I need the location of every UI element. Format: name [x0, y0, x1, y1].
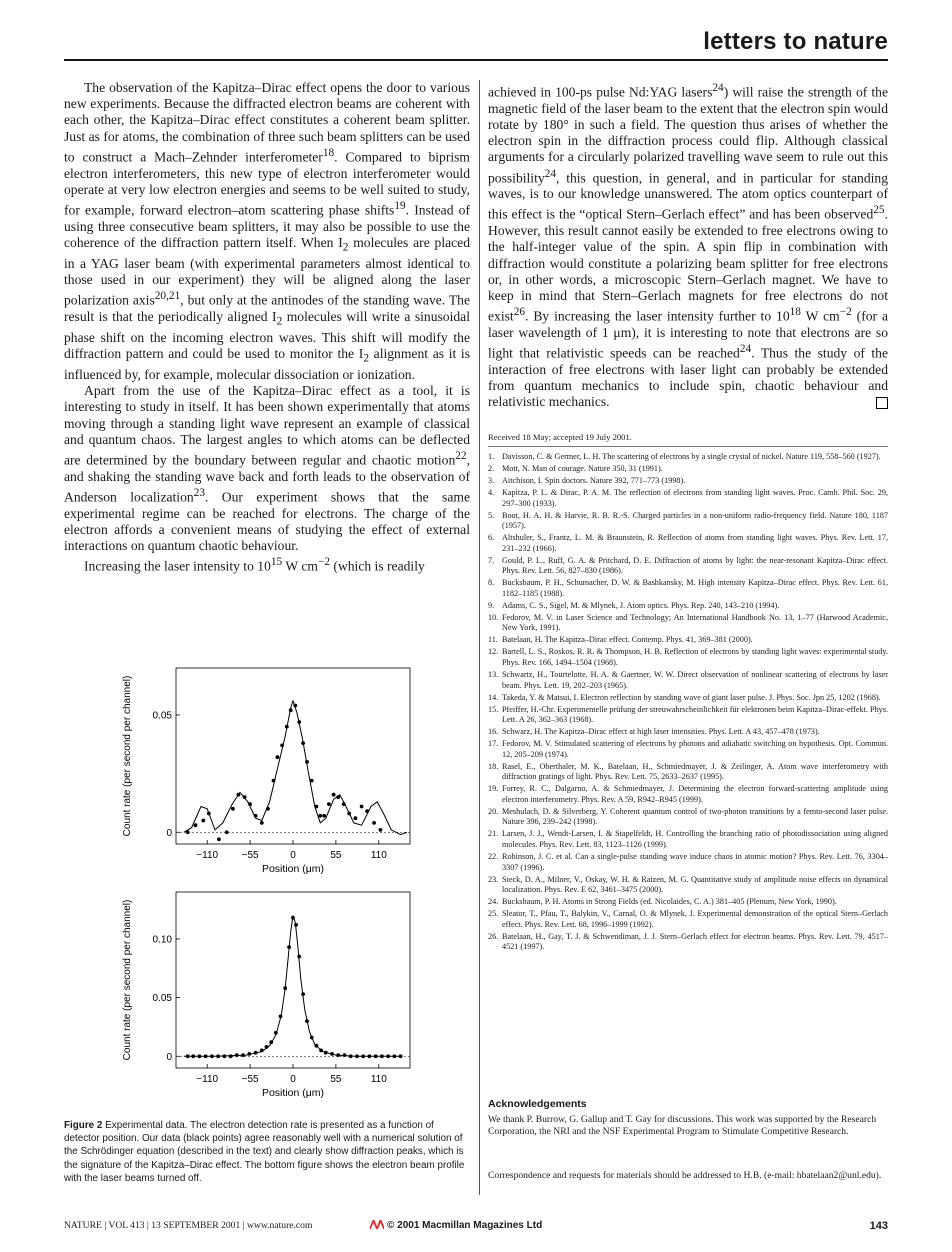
data-point [310, 1036, 314, 1040]
data-point [294, 923, 298, 927]
reference-number: 24. [488, 897, 499, 907]
reference-item [488, 693, 888, 704]
reference-text: Schwartz, H., Tourtelotte, H. A. & Gaertner, W. W. Direct observation of nonlinear scattering of electrons by laser beam. Phys. Lett. 19, 202–203 (1965). [502, 669, 888, 690]
reference-number: 15. [488, 704, 499, 714]
data-point [315, 1044, 319, 1048]
data-point [354, 816, 358, 820]
data-point [280, 744, 284, 748]
reference-list [488, 452, 888, 954]
reference-number: 12. [488, 647, 499, 657]
reference-text: Mott, N. Man of courage. Nature 350, 31 (1991). [502, 463, 663, 473]
page-number: 143 [869, 1220, 888, 1232]
reference-item [488, 739, 888, 760]
y-tick-label: 0.10 [152, 934, 172, 946]
x-tick-label: 110 [370, 850, 387, 861]
reference-item [488, 670, 888, 691]
x-tick-label: −110 [196, 850, 219, 861]
figure-2 [120, 660, 420, 1100]
reference-number: 8. [488, 578, 495, 588]
page-footer [64, 1218, 888, 1238]
reference-item [488, 647, 888, 668]
reference-number: 3. [488, 475, 495, 485]
data-point [207, 812, 211, 816]
x-tick-label: 110 [370, 1074, 387, 1085]
data-point [379, 828, 383, 832]
reference-number: 26. [488, 931, 499, 941]
x-tick-label: 55 [330, 850, 342, 861]
data-point [241, 1053, 245, 1057]
reference-text: Gould, P. L., Ruff, G. A. & Pritchard, D. E. Diffraction of atoms by light: the near-resonant Kapitza–Dirac effect. Phys. Rev. Lett. 56, 827–830 (1986). [502, 555, 888, 576]
data-point [198, 1054, 202, 1058]
data-point [336, 795, 340, 799]
data-point [186, 830, 190, 834]
reference-text: Larsen, J. J., Wendt-Larsen, I. & Stapelfeldt, H. Controlling the branching ratio of photodissociation using aligned molecules. Phys. Rev. Lett. 83, 1123–1126 (1999). [502, 829, 888, 849]
copyright-text: © 2001 Macmillan Magazines Ltd [387, 1220, 543, 1231]
x-axis-label: Position (μm) [261, 1087, 325, 1099]
reference-item [488, 601, 888, 612]
reference-number: 1. [488, 452, 495, 461]
data-point [291, 916, 295, 920]
data-point [380, 1054, 384, 1058]
reference-text: Bucksbaum, P. H. Atoms in Strong Fields (ed. Nicolaides, C. A.) 381–405 (Plenum, New York, 1990). [502, 897, 837, 907]
plot-frame [176, 668, 410, 844]
data-point [386, 1054, 390, 1058]
reference-item [488, 464, 888, 475]
x-tick-label: 55 [330, 1074, 342, 1085]
data-point [355, 1054, 359, 1058]
data-point [305, 1019, 309, 1023]
received-date: Received 18 May; accepted 19 July 2001. [488, 432, 888, 447]
reference-text: Pfeiffer, H.-Chr. Experimentelle prüfung der streuwahrscheinlichkeit für elektronen beim Kapitza–Dirac-effekt. Phys. Lett. A 26, 362–363 (1968). [502, 704, 888, 725]
data-point [229, 1054, 233, 1058]
reference-text: Altshuler, S., Frantz, L. M. & Braunstein, R. Reflection of atoms from standing light waves. Phys. Rev. Lett. 17, 231–232 (1966). [502, 533, 888, 553]
data-point [301, 992, 305, 996]
end-of-article-mark [876, 397, 888, 409]
data-point [217, 837, 221, 841]
reference-item [488, 807, 888, 828]
reference-number: 19. [488, 784, 499, 794]
reference-number: 25. [488, 909, 499, 919]
reference-item [488, 784, 888, 805]
reference-text: Fedorov, M. V. in Laser Science and Technology; An International Handbook No. 13, 1–77 (Harwood Academic, New York, 1991). [502, 612, 888, 633]
data-point [305, 760, 309, 764]
data-point [248, 802, 252, 806]
reference-number: 11. [488, 635, 498, 645]
body-paragraph-2: Apart from the use of the Kapitza–Dirac effect as a tool, it is interesting to study in itself. It has been shown experimentally that atoms moving through a standing light wave represent an example of classical and quantum chaos. The largest angles to which atoms can be deflected are determined by the boundary between regular and chaotic motion$^{22}$, and shaking the standing wave back and forth leads to the observation of Anderson localization$^{23}$. Our experiment shows that the same experimental regime can be reached for electrons. The charge of the electron affords a convenient means of studying the effect of external interactions on quantum chaotic behaviour. [64, 383, 470, 554]
reference-text: Aitchison, I. Spin doctors. Nature 392, 771–773 (1998). [502, 475, 686, 485]
figure-2-plots [120, 660, 420, 1100]
data-point [372, 821, 376, 825]
data-point [318, 814, 322, 818]
reference-text: Adams, C. S., Sigel, M. & Mlynek, J. Atom optics. Phys. Rep. 240, 143–210 (1994). [502, 600, 780, 610]
data-point [393, 1054, 397, 1058]
data-point [310, 779, 314, 783]
data-point [272, 779, 276, 783]
reference-text: Rasel, E., Oberthaler, M. K., Batelaan, H., Schmiedmayer, J. & Zeilinger, A. Atom wave interferometry with diffraction gratings of light. Phys. Rev. Lett. 75, 2633–2637 (1995). [502, 761, 888, 782]
reference-text: Fedorov, M. V. Stimulated scattering of electrons by photons and adiabatic switching on hypothesis. Opt. Commun. 12, 205–209 (1974). [502, 739, 888, 759]
reference-text: Schwarz, H. The Kapitza–Dirac effect at high laser intensities. Phys. Lett. A 43, 457–478 (1973). [502, 727, 820, 737]
acknowledgements-body: We thank P. Burrow, G. Gallup and T. Gay for discussions. This work was supported by the Research Corporation, the NRI and the NSF Experimental Program to Stimulate Competitive Research. [488, 1114, 877, 1137]
column-divider [479, 80, 480, 1195]
data-point [315, 805, 319, 809]
reference-item [488, 727, 888, 738]
data-point [322, 814, 326, 818]
right-column [488, 80, 888, 411]
y-tick-label: 0 [166, 827, 172, 839]
reference-text: Robinson, J. C. et al. Can a single-pulse standing wave induce chaos in atomic motion? Phys. Rev. Lett. 76, 3304–3307 (1996). [502, 851, 888, 872]
correspondence-note: Correspondence and requests for materials should be addressed to H.B. (e-mail: hbatelaan2@unl.edu). [488, 1170, 882, 1181]
data-point [283, 986, 287, 990]
reference-number: 5. [488, 510, 495, 520]
reference-text: Sleator, T., Pfau, T., Balykin, V., Carnal, O. & Mlynek, J. Experimental demonstration of the optical Stern–Gerlach effect. Phys. Rev. Lett. 68, 1996–1999 (1992). [502, 909, 888, 929]
reference-number: 16. [488, 727, 499, 737]
reference-item [488, 511, 888, 532]
x-tick-label: −55 [241, 1074, 259, 1085]
reference-item [488, 852, 888, 873]
data-point [247, 1052, 251, 1056]
reference-item [488, 829, 888, 850]
data-point [343, 1053, 347, 1057]
journal-section-title: letters to nature [703, 28, 888, 55]
data-point [269, 1040, 273, 1044]
reference-text: Davisson, C. & Germer, L. H. The scattering of electrons by a single crystal of nickel. Nature 119, 558–560 (1927). [502, 452, 881, 461]
data-point [260, 821, 264, 825]
data-point [293, 704, 297, 708]
reference-item [488, 613, 888, 634]
reference-text: Steck, D. A., Milner, V., Oskay, W. H. & Raizen, M. G. Quantitative study of amplitude noise effects on dynamical localization. Phys. Rev. E 62, 3461–3475 (2000). [502, 874, 888, 895]
reference-text: Forrey, R. C., Dalgarno, A. & Schmiedmayer, J. Determining the electron forward-scattering amplitude using electron interferometry. Phys. Rev. A 59, R942–R945 (1999). [502, 784, 888, 804]
reference-text: Takeda, Y. & Matsui, I. Electron reflection by standing wave of giant laser pulse. J. Phys. Soc. Jpn 25, 1202 (1968). [502, 692, 881, 702]
data-point [266, 807, 270, 811]
acknowledgements-heading: Acknowledgements [488, 1098, 587, 1110]
reference-number: 22. [488, 851, 499, 861]
body-paragraph-1: The observation of the Kapitza–Dirac effect opens the door to various new experiments. Because the diffracted electron beams are coherent with each other, the Kapitza–Dirac effect constitutes a coherent beam splitter. Just as for atoms, the combination of three such beam splitters can be used to construct a Mach–Zehnder interferometer$^{18}$. Compared to biprism electron interferometers, this new type of electron interferometer would operate at very low electron energies and seems to be well suited to study, for example, forward electron–atom scattering phase shifts$^{19}$. Instead of using three consecutive beam splitters, it may also be possible to use the coherence of the diffraction pattern itself. When $I_2$ molecules are placed in a YAG laser beam (with experimental parameters almost identical to those used in our experiment) they will be aligned along the laser polarization axis$^{20,21}$, but only at the antinodes of the standing wave. The result is that the periodically aligned $I_2$ molecules will write a sinusoidal phase shift on the incoming electron waves. This shift will modify the diffraction pattern and could be used to monitor the $I_2$ alignment as it is influenced by, for example, molecular dissociation or ionization. [64, 80, 471, 382]
reference-item [488, 909, 888, 930]
data-point [287, 945, 291, 949]
data-point [324, 1051, 328, 1055]
reference-item [488, 932, 888, 953]
data-point [342, 802, 346, 806]
reference-text: Boot, H. A. H. & Harvie, R. B. R.-S. Charged particles in a non-uniform radio-frequency field. Nature 180, 1187 (1957). [502, 510, 888, 531]
reference-number: 9. [488, 600, 495, 610]
reference-item [488, 533, 888, 554]
data-point [297, 955, 301, 959]
data-point [254, 814, 258, 818]
reference-text: Bartell, L. S., Roskos, R. R. & Thompson, H. B. Reflection of electrons by standing light waves: experimental study. Phys. Rev. 166, 1494–1504 (1968). [502, 647, 888, 667]
reference-text: Batelaan, H., Gay, T. J. & Schwendiman, J. J. Stern–Gerlach effect for electron beams. Phys. Rev. Lett. 79, 4517–4521 (1997). [502, 931, 888, 952]
data-point [204, 1054, 208, 1058]
data-point [223, 1054, 227, 1058]
data-point [274, 1031, 278, 1035]
data-point [254, 1051, 258, 1055]
page-header [64, 28, 888, 58]
data-point [327, 802, 331, 806]
data-point [374, 1054, 378, 1058]
data-point [330, 1052, 334, 1056]
data-point [194, 823, 198, 827]
y-tick-label: 0.05 [152, 710, 172, 722]
data-point [186, 1054, 190, 1058]
reference-item [488, 875, 888, 896]
data-point [360, 805, 364, 809]
data-point [347, 812, 351, 816]
data-point [319, 1049, 323, 1053]
data-point [368, 1054, 372, 1058]
data-point [191, 1054, 195, 1058]
data-point [225, 830, 229, 834]
reference-number: 14. [488, 692, 499, 702]
data-point [235, 1053, 239, 1057]
x-tick-label: −110 [196, 1074, 219, 1085]
y-axis-label: Count rate (per second per channel) [122, 675, 133, 837]
y-tick-label: 0 [166, 1051, 172, 1063]
data-point [210, 1054, 214, 1058]
x-tick-label: 0 [290, 1074, 296, 1085]
reference-item [488, 488, 888, 509]
figure-caption [64, 1119, 470, 1185]
reference-text: Bucksbaum, P. H., Schumacher, D. W. & Bashkansky, M. High intensity Kapitza–Dirac effect. Phys. Rev. Lett. 61, 1182–1185 (1988). [502, 578, 888, 598]
data-point [285, 725, 289, 729]
data-point [361, 1054, 365, 1058]
x-axis-label: Position (μm) [261, 863, 325, 875]
simulation-curve [184, 916, 402, 1057]
reference-item [488, 635, 888, 646]
reference-number: 7. [488, 555, 495, 565]
reference-item [488, 578, 888, 599]
left-column [64, 80, 470, 575]
data-point [279, 1015, 283, 1019]
reference-item [488, 705, 888, 726]
data-point [365, 809, 369, 813]
x-tick-label: −55 [241, 850, 259, 861]
data-point [301, 741, 305, 745]
data-point [237, 793, 241, 797]
data-point [231, 807, 235, 811]
reference-number: 6. [488, 533, 495, 543]
reference-number: 21. [488, 829, 499, 839]
macmillan-logo-icon [370, 1220, 384, 1229]
reference-item [488, 476, 888, 487]
data-point [297, 720, 301, 724]
y-tick-label: 0.05 [152, 993, 172, 1005]
reference-item [488, 556, 888, 577]
data-point [201, 819, 205, 823]
data-point [260, 1049, 264, 1053]
reference-number: 20. [488, 806, 499, 816]
data-point [216, 1054, 220, 1058]
reference-text: Kapitza, P. L. & Dirac, P. A. M. The reflection of electrons from standing light waves. Proc. Camb. Phil. Soc. 29, 297–300 (1933). [502, 487, 888, 508]
reference-number: 23. [488, 874, 499, 884]
data-point [349, 1054, 353, 1058]
data-point [399, 1054, 403, 1058]
reference-item [488, 762, 888, 783]
reference-item [488, 897, 888, 908]
data-point [336, 1053, 340, 1057]
reference-number: 10. [488, 612, 499, 622]
reference-number: 4. [488, 487, 495, 497]
simulation-curve [184, 701, 407, 835]
data-point [243, 795, 247, 799]
figure-caption-text: Experimental data. The electron detection rate is presented as a function of detector position. Our data (black points) agree reasonably well with a numerical solution of the Schrödinger equation (described in the text) and clearly show diffraction peaks, which is the signature of the Kapitza–Dirac effect. The bottom figure shows the electron beam profile with the laser beams turned off. [64, 1120, 465, 1184]
data-point [289, 708, 293, 712]
reference-number: 18. [488, 761, 499, 771]
reference-number: 13. [488, 669, 499, 679]
reference-item [488, 452, 888, 463]
data-point [276, 755, 280, 759]
reference-text: Batelaan, H. The Kapitza–Dirac effect. Contemp. Phys. 41, 369–381 (2000). [502, 635, 753, 645]
x-tick-label: 0 [290, 850, 296, 861]
body-paragraph-4: achieved in 100-ps pulse Nd:YAG lasers$^{24}$) will raise the strength of the magnetic field of the laser beam to the extent that the electron spin would rotate by 180° in such a field. The question thus arises of whether the electron spin in the diffraction process could flip. Although classical arguments for a circularly polarized travelling wave seem to rule out this possibility$^{24}$, this question, in general, and in particular for standing waves, is to our knowledge unanswered. The atom optics counterpart of this effect is the “optical Stern–Gerlach effect” and has been observed$^{25}$. However, this result cannot easily be extended to free electrons owing to the half-integer value of the spin. A spin flip in combination with diffraction would constitute a polarizing beam splitter for free electrons or, in other words, a microscopic Stern–Gerlach magnet. We have to keep in mind that Stern–Gerlach magnets for free electrons do not exist$^{26}$. By increasing the laser intensity further to $10^{18}$ W $cm^{-2}$ (for a laser wavelength of 1 μm), it is interesting to note that electrons are so light that relativistic speeds can be reached$^{24}$. Thus the study of the interaction of free electrons with laser light can probably be extended from quantum mechanics to include spin, chaotic behaviour and relativistic mechanics. [488, 82, 889, 410]
reference-text: Meshulach, D. & Silverberg, Y. Coherent quantum control of two-photon transitions by a femto-second laser pulse. Nature 396, 239–242 (1998). [502, 806, 888, 827]
copyright-line [370, 1220, 542, 1231]
data-point [332, 793, 336, 797]
journal-meta: NATURE | VOL 413 | 13 SEPTEMBER 2001 | www.nature.com [64, 1220, 313, 1231]
data-point [265, 1045, 269, 1049]
header-rule [64, 59, 888, 61]
figure-caption-label: Figure 2 [64, 1120, 103, 1131]
reference-number: 17. [488, 739, 499, 749]
y-axis-label: Count rate (per second per channel) [122, 899, 133, 1061]
body-paragraph-3: Increasing the laser intensity to $10^{15}$ W $cm^{-2}$ (which is readily [84, 556, 425, 574]
reference-number: 2. [488, 463, 495, 473]
